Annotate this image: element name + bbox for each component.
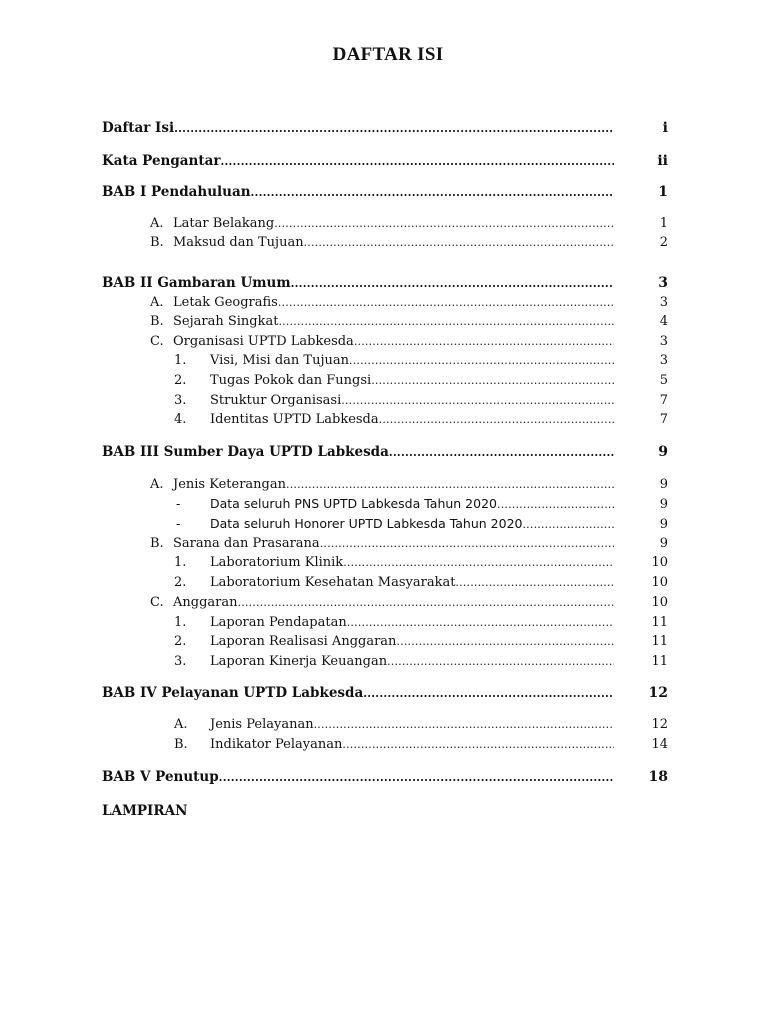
toc-label: Laporan Pendapatan xyxy=(210,615,347,630)
toc-page: 10 xyxy=(651,555,668,570)
toc-leader xyxy=(396,635,614,648)
toc-entry[interactable] xyxy=(150,216,668,234)
toc-number: B. xyxy=(150,235,164,250)
toc-label: Anggaran xyxy=(173,595,238,610)
toc-page: 14 xyxy=(651,737,668,752)
toc-page: 10 xyxy=(651,595,668,610)
toc-page: 1 xyxy=(658,184,668,200)
toc-entry[interactable] xyxy=(174,634,668,652)
toc-entry[interactable] xyxy=(150,595,668,613)
toc-leader xyxy=(371,374,614,387)
toc-leader xyxy=(379,413,614,426)
toc-number: 2. xyxy=(174,373,187,388)
toc-number: A. xyxy=(150,295,164,310)
toc-number: B. xyxy=(174,737,188,752)
toc-number: 1. xyxy=(174,555,187,570)
toc-label: Jenis Keterangan xyxy=(173,477,286,492)
toc-label: Sarana dan Prasarana xyxy=(173,536,320,551)
toc-number: - xyxy=(176,517,181,532)
toc-leader xyxy=(320,537,614,550)
toc-label: BAB I Pendahuluan xyxy=(102,184,251,200)
toc-label: Letak Geografis xyxy=(173,295,278,310)
toc-leader xyxy=(347,616,614,629)
toc-entry[interactable] xyxy=(150,334,668,352)
toc-entry-bab-4[interactable] xyxy=(102,685,668,703)
toc-leader xyxy=(497,498,614,511)
toc-leader xyxy=(220,155,614,168)
toc-number: 1. xyxy=(174,353,187,368)
toc-label: Kata Pengantar xyxy=(102,153,221,169)
toc-entry-bab-3[interactable] xyxy=(102,444,668,462)
toc-entry[interactable] xyxy=(176,516,668,534)
toc-page: ii xyxy=(657,153,668,169)
toc-leader xyxy=(455,576,614,589)
toc-page: 10 xyxy=(651,575,668,590)
toc-page: 11 xyxy=(651,634,668,649)
toc-page: 9 xyxy=(659,517,668,532)
toc-entry[interactable] xyxy=(174,717,668,735)
toc-entry[interactable] xyxy=(174,373,668,391)
toc-entry-bab-2[interactable] xyxy=(102,275,668,293)
toc-leader xyxy=(349,354,614,367)
toc-leader xyxy=(354,335,614,348)
toc-leader xyxy=(274,217,614,230)
toc-page: 12 xyxy=(648,685,668,701)
toc-appendix[interactable]: LAMPIRAN xyxy=(102,803,188,819)
toc-page: 7 xyxy=(659,412,668,427)
toc-label: Laboratorium Kesehatan Masyarakat xyxy=(210,575,456,590)
toc-number: 1. xyxy=(174,615,187,630)
toc-number: 2. xyxy=(174,575,187,590)
toc-entry[interactable] xyxy=(176,496,668,514)
toc-number: B. xyxy=(150,314,164,329)
toc-entry-daftar-isi[interactable] xyxy=(102,120,668,138)
toc-entry-bab-5[interactable] xyxy=(102,769,668,787)
toc-leader xyxy=(363,687,614,700)
toc-number: C. xyxy=(150,334,164,349)
toc-label: Sejarah Singkat xyxy=(173,314,279,329)
toc-number: 4. xyxy=(174,412,187,427)
toc-leader xyxy=(522,518,614,531)
toc-entry[interactable] xyxy=(150,477,668,495)
toc-page: 9 xyxy=(658,444,668,460)
toc-number: 3. xyxy=(174,654,187,669)
toc-page: 3 xyxy=(659,295,668,310)
toc-page: 2 xyxy=(659,235,668,250)
toc-entry-kata-pengantar[interactable] xyxy=(102,153,668,171)
toc-entry[interactable] xyxy=(174,615,668,633)
toc-label: Jenis Pelayanan xyxy=(210,717,314,732)
toc-number: B. xyxy=(150,536,164,551)
page-title: DAFTAR ISI xyxy=(332,44,444,65)
toc-leader xyxy=(341,394,614,407)
toc-leader xyxy=(286,478,614,491)
toc-page: 9 xyxy=(659,497,668,512)
toc-label: Visi, Misi dan Tujuan xyxy=(210,353,349,368)
toc-entry[interactable] xyxy=(174,654,668,672)
toc-label: Identitas UPTD Labkesda xyxy=(210,412,379,427)
toc-page: 1 xyxy=(659,216,668,231)
toc-entry[interactable] xyxy=(150,235,668,253)
toc-label: Indikator Pelayanan xyxy=(210,737,343,752)
toc-leader xyxy=(278,315,614,328)
toc-entry[interactable] xyxy=(174,393,668,411)
toc-label: Tugas Pokok dan Fungsi xyxy=(210,373,372,388)
toc-entry[interactable] xyxy=(150,295,668,313)
toc-number: C. xyxy=(150,595,164,610)
toc-number: 3. xyxy=(174,393,187,408)
toc-label: Struktur Organisasi xyxy=(210,393,342,408)
toc-label: Data seluruh PNS UPTD Labkesda Tahun 2020 xyxy=(210,496,497,511)
toc-label: BAB V Penutup xyxy=(102,769,219,785)
toc-leader xyxy=(343,556,614,569)
toc-page: 3 xyxy=(659,334,668,349)
toc-label: Organisasi UPTD Labkesda xyxy=(173,334,354,349)
toc-leader xyxy=(387,655,614,668)
toc-leader xyxy=(174,122,614,135)
toc-page: 11 xyxy=(651,654,668,669)
toc-leader xyxy=(238,596,615,609)
toc-page: i xyxy=(662,120,668,136)
toc-label: BAB III Sumber Daya UPTD Labkesda xyxy=(102,444,389,460)
toc-label: Maksud dan Tujuan xyxy=(173,235,304,250)
toc-number: A. xyxy=(174,717,188,732)
toc-entry[interactable] xyxy=(174,353,668,371)
toc-leader xyxy=(219,771,614,784)
toc-leader xyxy=(278,296,614,309)
toc-entry[interactable] xyxy=(150,536,668,554)
toc-entry[interactable] xyxy=(174,412,668,430)
toc-label: Latar Belakang xyxy=(173,216,275,231)
toc-label: BAB II Gambaran Umum xyxy=(102,275,291,291)
toc-page: 3 xyxy=(658,275,668,291)
toc-entry[interactable] xyxy=(174,575,668,593)
toc-page: 18 xyxy=(648,769,668,785)
toc-page: 3 xyxy=(659,353,668,368)
toc-leader xyxy=(251,186,614,199)
toc-label: Laporan Kinerja Keuangan xyxy=(210,654,388,669)
toc-leader xyxy=(314,718,614,731)
toc-label: Data seluruh Honorer UPTD Labkesda Tahun 2020 xyxy=(210,516,523,531)
toc-number: A. xyxy=(150,216,164,231)
toc-leader xyxy=(389,446,614,459)
toc-label: Laporan Realisasi Anggaran xyxy=(210,634,397,649)
toc-page: 9 xyxy=(659,536,668,551)
toc-entry-bab-1[interactable] xyxy=(102,184,668,202)
toc-page: 7 xyxy=(659,393,668,408)
toc-entry[interactable] xyxy=(174,555,668,573)
toc-entry[interactable] xyxy=(150,314,668,332)
toc-page: 4 xyxy=(659,314,668,329)
toc-leader xyxy=(342,738,614,751)
toc-number: A. xyxy=(150,477,164,492)
toc-leader xyxy=(304,236,614,249)
toc-page: 12 xyxy=(651,717,668,732)
toc-entry[interactable] xyxy=(174,737,668,755)
toc-label: BAB IV Pelayanan UPTD Labkesda xyxy=(102,685,364,701)
toc-number: 2. xyxy=(174,634,187,649)
toc-page: 5 xyxy=(659,373,668,388)
toc-leader xyxy=(291,277,614,290)
toc-label: Daftar Isi xyxy=(102,120,175,136)
toc-number: - xyxy=(176,497,181,512)
toc-page: 9 xyxy=(659,477,668,492)
toc-label: Laboratorium Klinik xyxy=(210,555,344,570)
toc-page: 11 xyxy=(651,615,668,630)
